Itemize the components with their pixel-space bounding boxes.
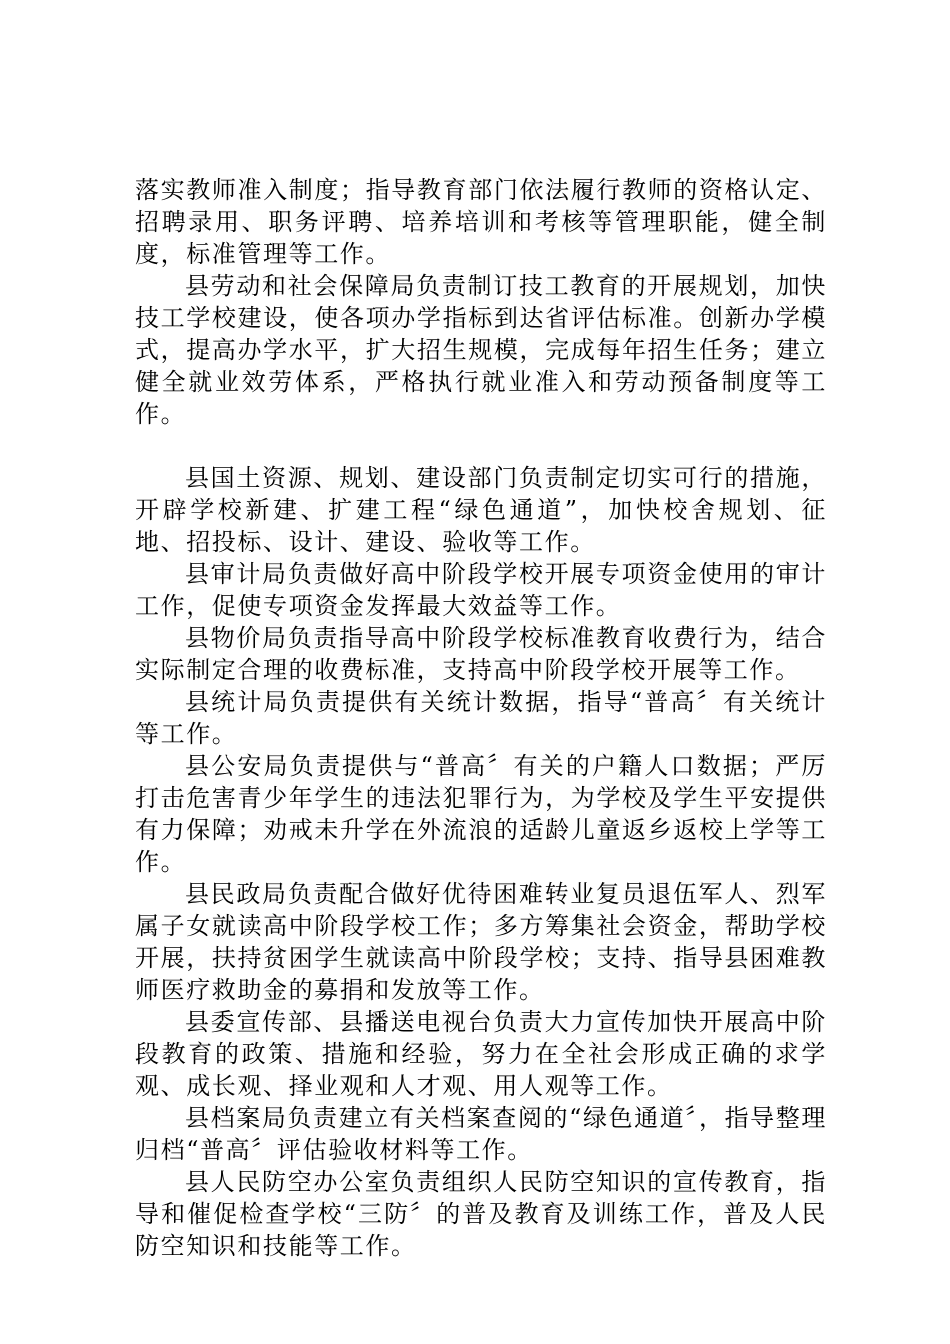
paragraph-public-security: 县公安局负责提供与“普高〞有关的户籍人口数据；严厉打击危害青少年学生的违法犯罪行为，为学校及学生平安提供有力保障；劝戒未升学在外流浪的适龄儿童返乡返校上学等工作。 bbox=[135, 752, 827, 876]
paragraph-publicity-department: 县委宣传部、县播送电视台负责大力宣传加快开展高中阶段教育的政策、措施和经验，努力在全社会形成正确的求学观、成长观、择业观和人才观、用人观等工作。 bbox=[135, 1008, 827, 1100]
paragraph-land-resources: 县国土资源、规划、建设部门负责制定切实可行的措施，开辟学校新建、扩建工程“绿色通道”，加快校舍规划、征地、招投标、设计、建设、验收等工作。 bbox=[135, 464, 827, 556]
paragraph-teacher-admission: 落实教师准入制度；指导教育部门依法履行教师的资格认定、招聘录用、职务评聘、培养培训和考核等管理职能，健全制度，标准管理等工作。 bbox=[135, 176, 827, 268]
paragraph-civil-air-defense: 县人民防空办公室负责组织人民防空知识的宣传教育，指导和催促检查学校“三防〞的普及教育及训练工作，普及人民防空知识和技能等工作。 bbox=[135, 1168, 827, 1260]
paragraph-labor-bureau: 县劳动和社会保障局负责制订技工教育的开展规划，加快技工学校建设，使各项办学指标到达省评估标准。创新办学模式，提高办学水平，扩大招生规模，完成每年招生任务；建立健全就业效劳体系，严格执行就业准入和劳动预备制度等工作。 bbox=[135, 272, 827, 428]
paragraph-statistics-bureau: 县统计局负责提供有关统计数据，指导“普高〞有关统计等工作。 bbox=[135, 688, 827, 748]
paragraph-civil-affairs: 县民政局负责配合做好优待困难转业复员退伍军人、烈军属子女就读高中阶段学校工作；多方筹集社会资金，帮助学校开展，扶持贫困学生就读高中阶段学校；支持、指导县困难教师医疗救助金的募捐和发放等工作。 bbox=[135, 880, 827, 1004]
paragraph-price-bureau: 县物价局负责指导高中阶段学校标准教育收费行为，结合实际制定合理的收费标准，支持高中阶段学校开展等工作。 bbox=[135, 624, 827, 684]
document-body bbox=[135, 174, 827, 1262]
paragraph-audit-bureau: 县审计局负责做好高中阶段学校开展专项资金使用的审计工作，促使专项资金发挥最大效益等工作。 bbox=[135, 560, 827, 620]
paragraph-spacer bbox=[135, 430, 827, 462]
paragraph-archives-bureau: 县档案局负责建立有关档案查阅的“绿色通道〞，指导整理归档“普高〞评估验收材料等工作。 bbox=[135, 1104, 827, 1164]
